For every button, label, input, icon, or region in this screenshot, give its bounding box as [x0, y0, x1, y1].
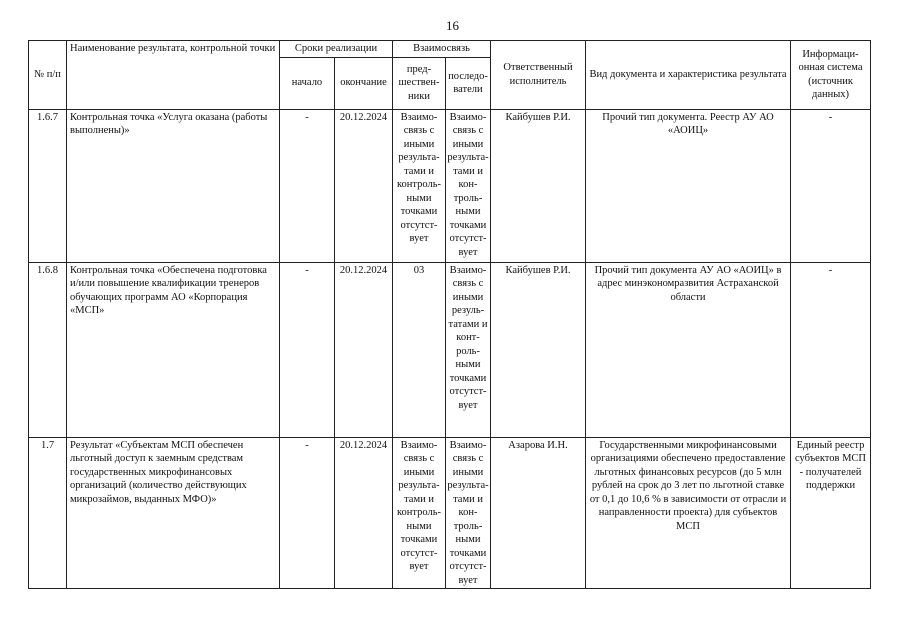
row-end: 20.12.2024: [335, 437, 393, 589]
row-start: -: [280, 262, 335, 437]
table-row: [29, 262, 871, 437]
row-predecessors: Взаимосвязь с иными результатами и контрольными точками отсутствует: [393, 109, 446, 262]
header-relations: Взаимосвязь: [393, 41, 491, 58]
row-predecessors: 03: [393, 262, 446, 437]
row-end: 20.12.2024: [335, 109, 393, 262]
row-num: 1.6.7: [29, 109, 67, 262]
row-doc: Прочий тип документа. Реестр АУ АО «АОИЦ»: [586, 109, 791, 262]
row-start: -: [280, 437, 335, 589]
row-info: Единый реестр субъектов МСП - получателей поддержки: [791, 437, 871, 589]
header-info-system: Информационная система (источник данных): [791, 41, 871, 110]
row-num: 1.7: [29, 437, 67, 589]
header-predecessors: предшественники: [393, 57, 446, 109]
header-end: окончание: [335, 57, 393, 109]
table-row: [29, 437, 871, 589]
row-responsible: Кайбушев Р.И.: [491, 109, 586, 262]
row-successors: Взаимосвязь с иными результатами и контрольными точками отсутствует: [446, 262, 491, 437]
header-successors: последователи: [446, 57, 491, 109]
row-name: Результат «Субъектам МСП обеспечен льготный доступ к заемным средствам государственных микрофинансовых организаций (количество действующих микрозаймов, выданных МФО)»: [67, 437, 280, 589]
results-table: [28, 40, 871, 589]
row-successors: Взаимосвязь с иными результатами и контрольными точками отсутствует: [446, 437, 491, 589]
row-doc: Прочий тип документа АУ АО «АОИЦ» в адрес минэкономразвития Астраханской области: [586, 262, 791, 437]
row-name: Контрольная точка «Обеспечена подготовка и/или повышение квалификации тренеров обучающих программ АО «Корпорация «МСП»: [67, 262, 280, 437]
row-name: Контрольная точка «Услуга оказана (работы выполнены)»: [67, 109, 280, 262]
row-start: -: [280, 109, 335, 262]
page-number: 16: [446, 18, 459, 33]
header-terms: Сроки реализации: [280, 41, 393, 58]
row-successors: Взаимосвязь с иными результатами и контрольными точками отсутствует: [446, 109, 491, 262]
header-responsible: Ответственный исполнитель: [491, 41, 586, 110]
header-name: Наименование результата, контрольной точки: [67, 41, 280, 110]
row-responsible: Кайбушев Р.И.: [491, 262, 586, 437]
row-num: 1.6.8: [29, 262, 67, 437]
row-info: -: [791, 262, 871, 437]
header-start: начало: [280, 57, 335, 109]
header-num: № п/п: [29, 41, 67, 110]
row-info: -: [791, 109, 871, 262]
row-responsible: Азарова И.Н.: [491, 437, 586, 589]
row-doc: Государственными микрофинансовыми организациями обеспечено предоставление льготных финансовых ресурсов (до 5 млн рублей на срок до 3 лет по льготной ставке от 0,1 до 10,6 % в зависимости от отрасли и направленности проекта) для субъектов МСП: [586, 437, 791, 589]
row-end: 20.12.2024: [335, 262, 393, 437]
header-doc-type: Вид документа и характеристика результата: [586, 41, 791, 110]
table-row: [29, 109, 871, 262]
row-predecessors: Взаимосвязь с иными результатами и контрольными точками отсутствует: [393, 437, 446, 589]
